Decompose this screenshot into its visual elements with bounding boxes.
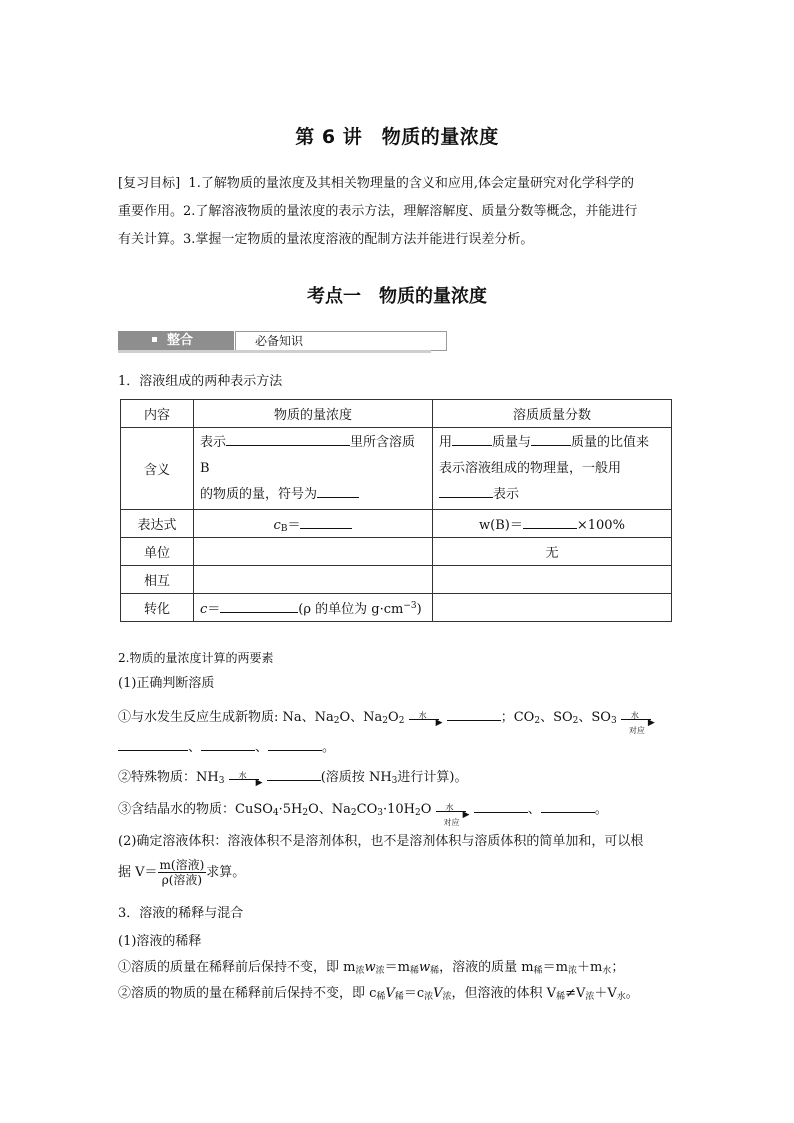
- banner-dark-tab: 整合: [118, 331, 234, 350]
- fill-blank[interactable]: [267, 766, 321, 781]
- review-label: [复习目标]: [118, 176, 181, 191]
- fill-blank[interactable]: [447, 706, 501, 721]
- fill-blank[interactable]: [541, 798, 595, 813]
- convert-cell: c＝ (ρ 的单位为 $g\cdot cm^{-3}$): [194, 594, 433, 622]
- row-label: 含义: [121, 428, 194, 510]
- reaction-arrow-icon: 水 对应 ▶: [621, 711, 655, 725]
- table-header: 物质的量浓度: [194, 400, 433, 428]
- meaning-cell-mass-fraction: 用 质量与 质量的比值来 表示溶液组成的物理量，一般用 表示: [433, 428, 672, 510]
- composition-table: [120, 399, 672, 622]
- square-bullet-icon: [152, 337, 157, 342]
- table-header: 内容: [121, 400, 194, 428]
- s2-item1-line2: 、 、 。: [118, 736, 335, 758]
- s3-heading: 3．溶液的稀释与混合: [118, 906, 244, 921]
- expr-cell-molarity: $c_B=$: [194, 510, 433, 538]
- expr-cell-mass-fraction: w(B)＝ ×100%: [433, 510, 672, 538]
- row-label: 表达式: [121, 510, 194, 538]
- section-banner: [118, 331, 431, 353]
- fill-blank[interactable]: [201, 736, 255, 751]
- s3-item1: ①溶质的质量在稀释前后保持不变，即 $m_浓w_浓=m_稀w_稀$，溶液的质量 $m_稀=m_浓+m_水$；: [118, 960, 625, 976]
- row-label: 相互: [121, 566, 194, 594]
- row-label: 转化: [121, 594, 194, 622]
- s1-heading: 1．溶液组成的两种表示方法: [118, 374, 283, 389]
- reaction-arrow-icon: 水 ▶: [229, 771, 263, 785]
- meaning-cell-molarity: 表示 里所含溶质 B 的物质的量，符号为: [194, 428, 433, 510]
- fill-blank[interactable]: [226, 431, 350, 446]
- unit-cell-molarity: [194, 538, 433, 566]
- row-label: 单位: [121, 538, 194, 566]
- fill-blank[interactable]: [220, 598, 298, 613]
- reaction-arrow-icon: 水 ▶: [409, 711, 443, 725]
- fill-blank[interactable]: [300, 514, 352, 529]
- fill-blank[interactable]: [317, 483, 359, 498]
- fill-blank[interactable]: [452, 431, 492, 446]
- review-line-3: 有关计算。3.掌握一定物质的量浓度溶液的配制方法并能进行误差分析。: [118, 232, 534, 247]
- reaction-arrow-icon: 水 对应 ▶: [436, 803, 470, 817]
- review-objectives: [118, 170, 680, 254]
- convert-cell: [433, 594, 672, 622]
- unit-cell-mass-fraction: 无: [433, 538, 672, 566]
- banner-light-tab: 必备知识: [235, 331, 447, 351]
- fill-blank[interactable]: [531, 431, 571, 446]
- fill-blank[interactable]: [523, 514, 577, 529]
- page-title: 第 6 讲 物质的量浓度: [295, 126, 499, 148]
- banner-underline: [118, 350, 431, 353]
- fill-blank[interactable]: [474, 798, 528, 813]
- s3-item2: ②溶质的物质的量在稀释前后保持不变，即 $c_稀V_稀=c_浓V_浓$，但溶液的体积 $V_稀\ne V_浓+V_水$。: [118, 986, 639, 1002]
- section-title: 考点一 物质的量浓度: [307, 286, 487, 307]
- s3-sub1: (1)溶液的稀释: [118, 934, 202, 949]
- s2-sub2-line2: 据 V＝ $\frac{\text{m(溶液)}}{\text{ρ(溶液)}}$ 求算。: [118, 858, 246, 887]
- s2-sub2-line1: (2)确定溶液体积：溶液体积不是溶剂体积，也不是溶剂体积与溶质体积的简单加和，可以根: [118, 834, 644, 849]
- fill-blank[interactable]: [268, 736, 322, 751]
- s2-item2: ②特殊物质：$NH_3$ 水 ▶ (溶质按 $NH_3$进行计算)。: [118, 766, 467, 791]
- review-line-2: 重要作用。2.了解溶液物质的量浓度的表示方法，理解溶解度、质量分数等概念，并能进行: [118, 204, 638, 219]
- s2-heading: 2.物质的量浓度计算的两要素: [118, 651, 274, 665]
- s2-sub1: (1)正确判断溶质: [118, 676, 215, 691]
- s2-item1-line1: ①与水发生反应生成新物质: Na、$Na_2O$、$Na_2O_2$ 水 ▶ ；$CO_2$、$SO_2$、$SO_3$ 水 对应 ▶: [118, 706, 655, 731]
- mutual-cell: [433, 566, 672, 594]
- mutual-cell: [194, 566, 433, 594]
- s2-item3: ③含结晶水的物质：$CuSO_4\cdot 5H_2O$、$Na_2CO_3\cdot 10H_2O$ 水 对应 ▶ 、 。: [118, 798, 608, 823]
- fill-blank[interactable]: [439, 483, 493, 498]
- review-line-1: [复习目标] 1.了解物质的量浓度及其相关物理量的含义和应用,体会定量研究对化学科学的: [118, 176, 634, 191]
- volume-fraction: $\frac{\text{m(溶液)}}{\text{ρ(溶液)}}$: [159, 858, 205, 887]
- table-header: 溶质质量分数: [433, 400, 672, 428]
- fill-blank[interactable]: [118, 736, 188, 751]
